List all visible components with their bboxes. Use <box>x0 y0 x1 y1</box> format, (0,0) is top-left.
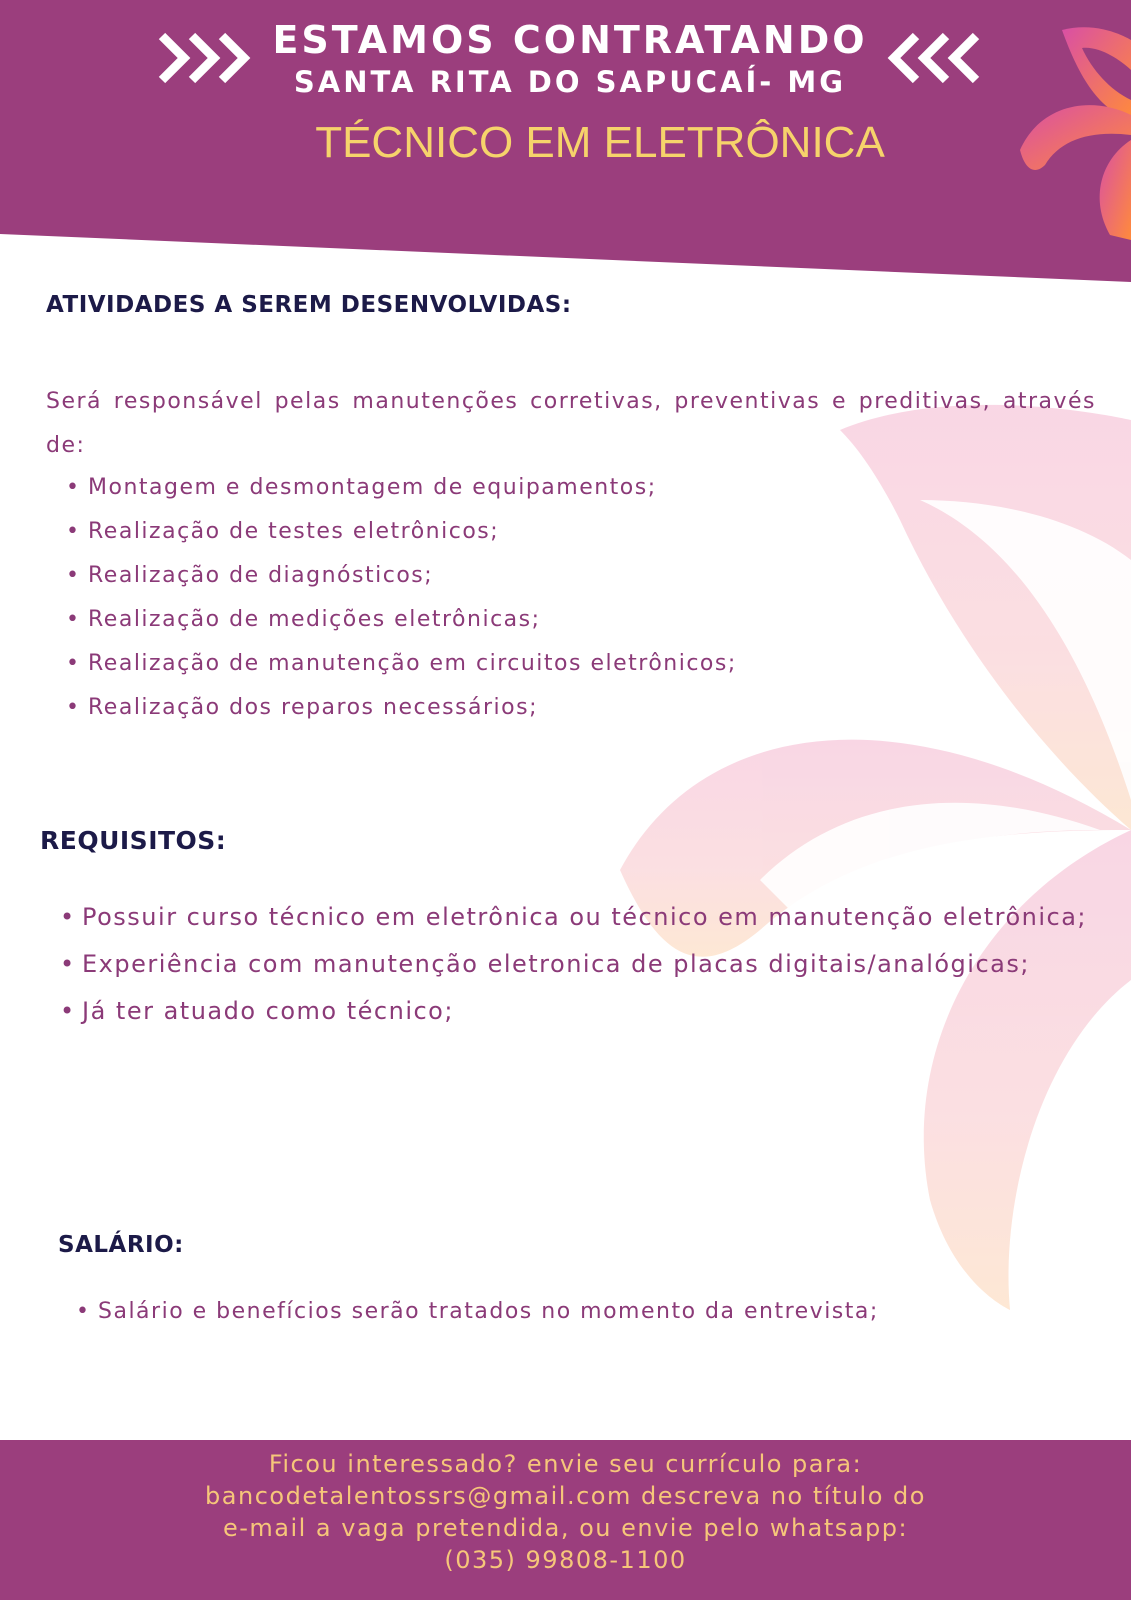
job-title: TÉCNICO EM ELETRÔNICA <box>315 118 885 167</box>
list-item: • Já ter atuado como técnico; <box>56 988 1091 1035</box>
contact-line-intro: Ficou interessado? envie seu currículo para: <box>268 1450 863 1478</box>
chevrons-left-icon <box>880 28 980 88</box>
activities-heading: ATIVIDADES A SEREM DESENVOLVIDAS: <box>46 292 572 318</box>
activities-list <box>62 466 1062 730</box>
contact-line-instructions: e-mail a vaga pretendida, ou envie pelo whatsapp: <box>222 1514 909 1542</box>
contact-phone[interactable]: (035) 99808-1100 <box>444 1546 687 1574</box>
salary-heading: SALÁRIO: <box>58 1232 184 1258</box>
requirements-heading: REQUISITOS: <box>40 826 227 855</box>
list-item: • Possuir curso técnico em eletrônica ou técnico em manutenção eletrônica; <box>56 894 1091 941</box>
contact-line-email[interactable]: bancodetalentossrs@gmail.com descreva no título do <box>205 1482 926 1510</box>
requirements-list <box>56 894 1091 1035</box>
list-item: • Realização de medições eletrônicas; <box>62 598 1062 642</box>
chevrons-right-icon <box>158 28 258 88</box>
list-item: • Experiência com manutenção eletronica de placas digitais/analógicas; <box>56 941 1091 988</box>
contact-info <box>0 1448 1131 1576</box>
list-item: • Realização de diagnósticos; <box>62 554 1062 598</box>
list-item: • Montagem e desmontagem de equipamentos; <box>62 466 1062 510</box>
activities-intro: Será responsável pelas manutenções corretivas, preventivas e preditivas, através de: <box>46 389 1096 458</box>
salary-list <box>72 1290 1072 1334</box>
hiring-headline: ESTAMOS CONTRATANDO <box>272 18 868 62</box>
list-item: • Realização de testes eletrônicos; <box>62 510 1062 554</box>
list-item: • Realização de manutenção em circuitos eletrônicos; <box>62 642 1062 686</box>
list-item: • Realização dos reparos necessários; <box>62 686 1062 730</box>
list-item: • Salário e benefícios serão tratados no momento da entrevista; <box>72 1290 1072 1334</box>
location-subheadline: SANTA RITA DO SAPUCAÍ- MG <box>293 65 847 99</box>
